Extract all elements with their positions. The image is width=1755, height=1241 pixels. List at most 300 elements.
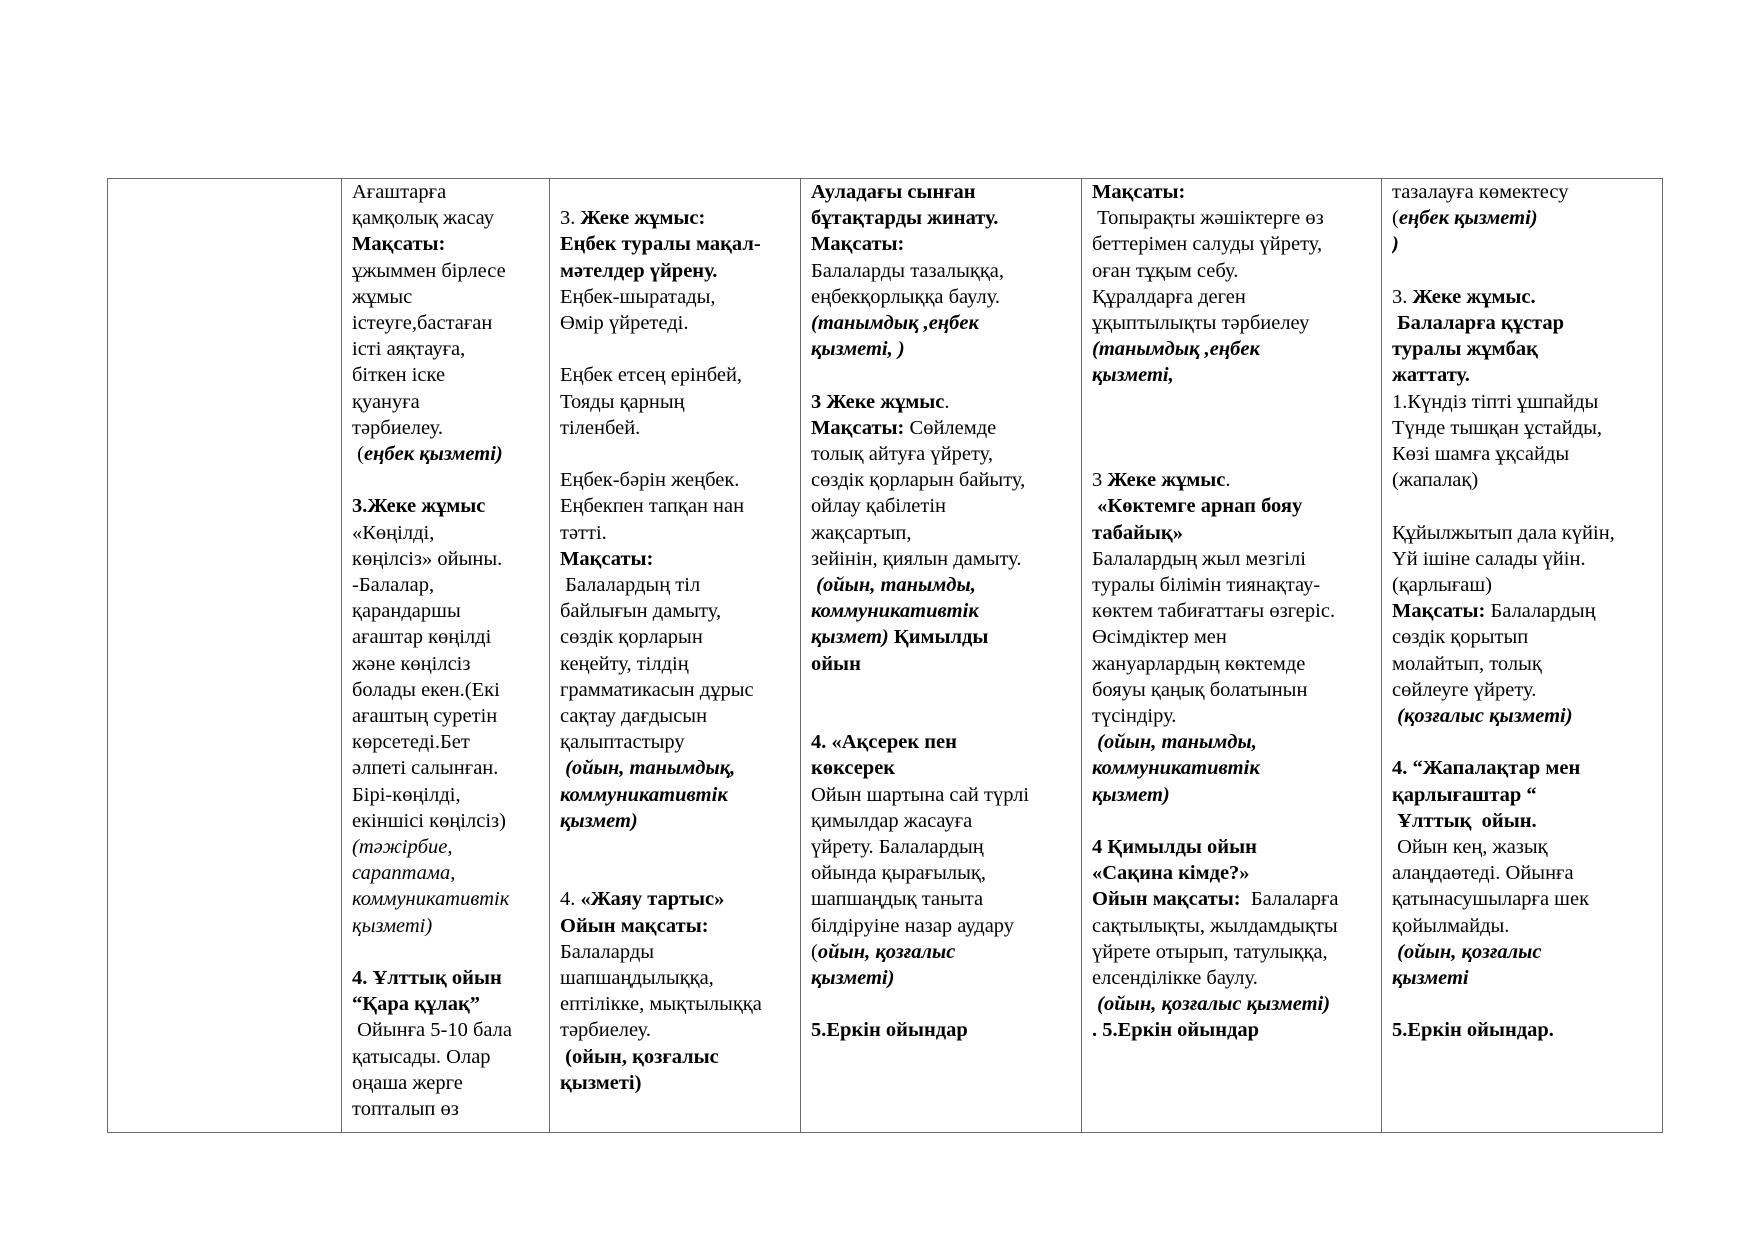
text-segment: (тәжірбие, <box>352 836 453 859</box>
text-line <box>1092 572 1371 598</box>
text-segment: ағаштың суретін <box>352 705 498 728</box>
text-line <box>352 336 539 362</box>
text-segment: Балалардың <box>1485 600 1596 623</box>
text-line <box>1092 179 1371 205</box>
text-segment: (ойын, қозғалыс <box>560 1045 719 1068</box>
text-segment: 3 <box>1092 469 1108 492</box>
text-line <box>811 624 1071 650</box>
text-segment: Еңбек-бәрін жеңбек. <box>560 469 740 492</box>
text-line <box>1392 284 1652 310</box>
text-segment: Балалардың жыл мезгілі <box>1092 547 1306 570</box>
text-segment: қызметі) <box>560 1071 642 1094</box>
text-line <box>1092 336 1371 362</box>
table-cell-col-4 <box>801 179 1082 1133</box>
text-segment: . <box>944 390 950 413</box>
text-segment: қимылдар жасауға <box>811 809 973 832</box>
text-line <box>1392 546 1652 572</box>
text-segment: Ұлттық ойын. <box>1392 809 1537 832</box>
text-line <box>1392 729 1652 755</box>
text-segment: «Көктемге арнап бояу <box>1092 495 1303 518</box>
text-segment: Мақсаты: <box>1092 181 1186 203</box>
text-segment: Ойын мақсаты: <box>1092 888 1241 911</box>
text-line <box>352 729 539 755</box>
text-segment: қатынасушыларға шек <box>1392 888 1590 911</box>
text-segment: Мақсаты: <box>811 233 905 256</box>
text-line <box>1392 965 1652 991</box>
text-segment: Балаларға құстар <box>1392 312 1565 334</box>
text-segment: (танымдық ,еңбек <box>811 312 979 335</box>
text-line <box>1092 441 1371 467</box>
text-line <box>1392 703 1652 729</box>
text-line <box>811 546 1071 572</box>
text-segment: жұмыс <box>352 285 413 308</box>
text-line <box>560 493 790 519</box>
table-cell-col-6 <box>1382 179 1663 1133</box>
text-segment: ептілікке, мықтылыққа <box>560 993 762 1016</box>
text-segment: қойылмайды. <box>1392 914 1510 937</box>
text-line <box>560 389 790 415</box>
text-segment: сөздік қорларын байыту, <box>811 469 1026 492</box>
text-segment: түсіндіру. <box>1092 705 1177 728</box>
text-line <box>352 651 539 677</box>
text-line <box>1392 389 1652 415</box>
text-segment: қызмет) <box>811 626 889 649</box>
text-segment: туралы білімін тиянақтау- <box>1092 574 1321 596</box>
text-line <box>1092 729 1371 755</box>
text-segment: сөйлеуге үйрету. <box>1392 678 1537 701</box>
text-segment: 5.Еркін ойындар. <box>1392 1019 1554 1042</box>
text-line <box>352 467 539 493</box>
text-line <box>811 415 1071 441</box>
text-line <box>1392 624 1652 650</box>
text-line <box>1092 284 1371 310</box>
text-line <box>560 939 790 965</box>
text-line <box>811 965 1071 991</box>
text-line <box>1092 624 1371 650</box>
text-segment: 4. “Жапалақтар мен <box>1392 757 1581 780</box>
text-line <box>1092 755 1371 781</box>
text-segment: қызметі, <box>1092 364 1174 387</box>
text-line <box>1392 1017 1652 1043</box>
text-segment: Түнде тышқан ұстайды, <box>1392 416 1603 439</box>
text-line <box>560 520 790 546</box>
text-segment: істеуге,бастаған <box>352 312 493 335</box>
text-segment: Мақсаты: <box>811 416 905 439</box>
text-line <box>352 913 539 939</box>
text-line <box>352 808 539 834</box>
text-line <box>811 677 1071 703</box>
text-line <box>560 886 790 912</box>
text-line <box>352 1017 539 1043</box>
text-line <box>1392 834 1652 860</box>
text-segment: көктем табиғаттағы өзгеріс. <box>1092 600 1336 623</box>
text-segment: (қарлығаш) <box>1392 574 1492 597</box>
text-segment: Құралдарға деген <box>1092 285 1246 308</box>
text-segment: ( <box>811 940 818 963</box>
text-line <box>1092 520 1371 546</box>
text-segment: Жеке жұмыс: <box>580 207 706 230</box>
text-segment: сөздік қорларын <box>560 626 703 649</box>
text-segment: «Көңілді, <box>352 521 435 544</box>
text-segment: үйрете отырып, татулыққа, <box>1092 940 1328 963</box>
text-segment: екіншісі көңілсіз) <box>352 809 506 832</box>
text-line <box>811 834 1071 860</box>
text-segment: Ойын мақсаты: <box>560 914 709 937</box>
text-line <box>1092 703 1371 729</box>
text-line <box>1392 179 1652 205</box>
text-segment: Ойын кең, жазық <box>1392 836 1548 859</box>
text-segment: туралы жұмбақ <box>1392 338 1538 361</box>
text-segment: Балаларды <box>560 940 655 963</box>
text-segment: қамқолық жасау <box>352 207 494 230</box>
text-segment: табайық» <box>1092 521 1183 544</box>
text-line <box>811 389 1071 415</box>
text-segment: Құйылжытып дала күйін, <box>1392 521 1615 544</box>
text-line <box>811 651 1071 677</box>
text-segment: тәрбиелеу. <box>560 1019 651 1042</box>
text-segment: Мақсаты: <box>352 233 446 256</box>
text-line <box>352 205 539 231</box>
text-line <box>352 703 539 729</box>
text-line <box>1392 782 1652 808</box>
text-line <box>811 886 1071 912</box>
text-segment: көксерек <box>811 757 896 780</box>
text-segment: әлпеті салынған. <box>352 757 499 780</box>
text-segment: Топырақты жәшіктерге өз <box>1092 207 1324 230</box>
text-segment: Балаларға <box>1240 888 1339 911</box>
lesson-plan-table <box>107 178 1663 1133</box>
text-line <box>1092 598 1371 624</box>
text-line <box>1392 205 1652 231</box>
text-segment: (ойын, танымды, <box>816 574 976 597</box>
text-segment: еңбекқорлыққа баулу. <box>811 285 1001 308</box>
text-line <box>1092 965 1371 991</box>
text-segment: тәтті. <box>560 521 607 544</box>
text-line <box>811 729 1071 755</box>
text-line <box>1092 834 1371 860</box>
text-line <box>560 755 790 781</box>
text-line <box>1092 913 1371 939</box>
text-segment: 1.Күндіз тіпті ұшпайды <box>1392 390 1599 413</box>
text-line <box>811 493 1071 519</box>
text-line <box>352 860 539 886</box>
text-line <box>1092 939 1371 965</box>
text-line <box>811 991 1071 1017</box>
text-line <box>352 415 539 441</box>
text-line <box>560 1017 790 1043</box>
text-line <box>352 677 539 703</box>
text-line <box>811 258 1071 284</box>
text-line <box>560 651 790 677</box>
text-line <box>352 231 539 257</box>
text-line <box>560 913 790 939</box>
text-line <box>352 965 539 991</box>
text-line <box>1092 651 1371 677</box>
text-segment: оңаша жерге <box>352 1071 463 1094</box>
text-segment: -Балалар, <box>352 574 435 597</box>
text-segment: (танымдық ,еңбек <box>1092 338 1260 361</box>
text-line <box>1092 205 1371 231</box>
text-line <box>1392 493 1652 519</box>
text-line <box>811 310 1071 336</box>
text-segment: ойлау қабілетін <box>811 495 947 518</box>
text-segment: қызметі <box>1392 967 1469 990</box>
text-segment: грамматикасын дұрыс <box>560 678 754 701</box>
text-segment: ойында қырағылық, <box>811 862 986 885</box>
text-line <box>560 860 790 886</box>
text-segment: алаңдаөтеді. Ойынға <box>1392 862 1574 885</box>
text-line <box>560 624 790 650</box>
text-segment: топталып өз <box>352 1098 459 1121</box>
text-segment: Жеке жұмыс <box>1107 469 1226 492</box>
text-segment: тіленбей. <box>560 416 641 439</box>
text-segment: қызметі) <box>811 967 895 990</box>
text-segment: еңбек қызметі) <box>363 443 503 466</box>
text-line <box>352 546 539 572</box>
text-line <box>811 362 1071 388</box>
text-segment: 4. Ұлттық ойын <box>352 967 502 990</box>
text-line <box>1092 310 1371 336</box>
text-line <box>1392 991 1652 1017</box>
text-line <box>352 834 539 860</box>
text-segment: Сөйлемде <box>904 416 997 439</box>
text-segment: шапшаңдылыққа, <box>560 967 714 990</box>
text-segment: 3 Жеке жұмыс <box>811 390 945 413</box>
text-line <box>560 1070 790 1096</box>
text-segment: ұқыптылықты тәрбиелеу <box>1092 312 1310 335</box>
text-segment: коммуникативтік <box>1092 757 1260 780</box>
text-segment: шапшаңдық таныта <box>811 888 984 911</box>
text-segment: мәтелдер үйрену. <box>560 259 718 282</box>
text-segment: сақтау дағдысын <box>560 705 708 728</box>
text-line <box>1392 598 1652 624</box>
table-cell-col-3 <box>550 179 801 1133</box>
text-line <box>1092 677 1371 703</box>
text-segment: 4. <box>560 888 581 911</box>
text-line <box>560 362 790 388</box>
text-line <box>1392 231 1652 257</box>
text-line <box>811 860 1071 886</box>
table-cell-col-1 <box>108 179 342 1133</box>
text-line <box>811 467 1071 493</box>
text-segment: Үй ішіне салады үйін. <box>1392 547 1586 570</box>
text-line <box>560 415 790 441</box>
text-line <box>560 205 790 231</box>
text-line <box>1092 231 1371 257</box>
text-segment: беттерімен салуды үйрету, <box>1092 233 1323 256</box>
text-line <box>811 336 1071 362</box>
text-segment: көрсетеді.Бет <box>352 731 470 754</box>
text-line <box>1092 415 1371 441</box>
text-segment: кеңейту, тілдің <box>560 652 689 675</box>
text-line <box>352 441 539 467</box>
text-line <box>1092 886 1371 912</box>
text-segment: үйрету. Балалардың <box>811 836 984 859</box>
text-segment: тазалауға көмектесу <box>1392 181 1569 203</box>
text-segment: бұтақтарды жинату. <box>811 207 999 230</box>
text-line <box>1392 860 1652 886</box>
text-segment: Еңбекпен тапқан нан <box>560 495 745 518</box>
text-line <box>1392 913 1652 939</box>
text-line <box>1392 808 1652 834</box>
text-line <box>811 913 1071 939</box>
text-line <box>352 1044 539 1070</box>
text-line <box>1392 520 1652 546</box>
text-segment: зейінін, қиялын дамыту. <box>811 547 1022 570</box>
text-segment: (ойын, қозғалыс <box>1397 940 1542 963</box>
text-segment: ( <box>352 443 364 466</box>
text-segment: толық айтуға үйрету, <box>811 443 993 466</box>
text-segment: біткен іске <box>352 364 446 387</box>
text-line <box>352 755 539 781</box>
text-line <box>1392 677 1652 703</box>
text-segment: білдіруіне назар аудару <box>811 914 1015 937</box>
text-line <box>352 389 539 415</box>
text-line <box>811 1017 1071 1043</box>
text-line <box>811 205 1071 231</box>
text-segment: 4. «Ақсерек пен <box>811 731 957 754</box>
text-line <box>811 231 1071 257</box>
text-line <box>560 179 790 205</box>
text-line <box>1092 782 1371 808</box>
text-line <box>352 1070 539 1096</box>
text-line <box>560 284 790 310</box>
text-line <box>811 755 1071 781</box>
text-segment: сараптама, <box>352 862 456 885</box>
text-line <box>1392 651 1652 677</box>
text-segment: Мақсаты: <box>1392 600 1486 623</box>
text-segment: коммуникативтік <box>352 888 510 911</box>
text-line <box>560 572 790 598</box>
text-line <box>1392 362 1652 388</box>
text-line <box>352 310 539 336</box>
text-segment: қуануға <box>352 390 420 413</box>
text-line <box>560 729 790 755</box>
text-segment: жаттату. <box>1392 364 1470 387</box>
table-row <box>108 179 1663 1133</box>
text-line <box>1392 441 1652 467</box>
text-segment: сақтылықты, жылдамдықты <box>1092 914 1338 937</box>
text-segment: істі аяқтауға, <box>352 338 466 361</box>
text-segment: Еңбек-шыратады, <box>560 285 716 308</box>
text-segment: (ойын, танымдық, <box>565 757 736 780</box>
text-segment: Ойын шартына сай түрлі <box>811 783 1030 806</box>
text-line <box>1092 1017 1371 1043</box>
text-line <box>352 572 539 598</box>
text-line <box>1392 336 1652 362</box>
text-segment: «Жаяу тартыс» <box>580 888 725 911</box>
text-line <box>1092 991 1371 1017</box>
text-line <box>560 231 790 257</box>
text-line <box>560 467 790 493</box>
text-segment: Мақсаты: <box>560 547 654 570</box>
text-line <box>811 572 1071 598</box>
text-segment: ойын <box>811 652 861 675</box>
text-line <box>1092 362 1371 388</box>
text-segment: коммуникативтік <box>560 783 728 806</box>
text-segment: сөздік қорытып <box>1392 626 1529 649</box>
text-line <box>352 179 539 205</box>
text-segment: 5.Еркін ойындар <box>811 1019 968 1042</box>
text-line <box>352 991 539 1017</box>
text-segment: ағаштар көңілді <box>352 626 492 649</box>
text-segment: Өмір үйретеді. <box>560 312 689 334</box>
text-segment: еңбек қызметі) <box>1398 207 1538 230</box>
text-line <box>1392 258 1652 284</box>
text-segment: “Қара құлақ” <box>352 993 481 1016</box>
text-line <box>560 703 790 729</box>
text-line <box>811 284 1071 310</box>
text-segment: елсенділікке баулу. <box>1092 967 1258 990</box>
text-line <box>560 991 790 1017</box>
text-segment: және көңілсіз <box>352 652 471 675</box>
text-segment: Ағаштарға <box>352 181 447 203</box>
text-line <box>352 1096 539 1122</box>
text-segment: байлығын дамыту, <box>560 600 722 623</box>
text-segment: Балаларды тазалыққа, <box>811 259 1005 282</box>
text-segment: Қимылды <box>888 626 989 649</box>
text-line <box>811 179 1071 205</box>
text-line <box>560 782 790 808</box>
text-segment: Тояды қарның <box>560 390 685 413</box>
text-segment: қызметі, ) <box>811 338 905 361</box>
text-line <box>560 965 790 991</box>
text-segment: 4 Қимылды ойын <box>1092 836 1257 859</box>
text-segment: бояуы қаңық болатынын <box>1092 678 1308 701</box>
text-segment: молайтып, толық <box>1392 652 1542 675</box>
text-line <box>352 886 539 912</box>
text-segment: Өсімдіктер мен <box>1092 626 1227 649</box>
text-segment: тәрбиелеу. <box>352 416 443 439</box>
text-line <box>811 703 1071 729</box>
text-line <box>1392 572 1652 598</box>
text-segment: ұжыммен бірлесе <box>352 259 506 282</box>
text-segment: ойын, қозғалыс <box>817 940 956 963</box>
text-line <box>352 258 539 284</box>
table-cell-col-2 <box>342 179 550 1133</box>
text-segment: ) <box>1392 233 1399 256</box>
text-line <box>1392 467 1652 493</box>
table-cell-col-5 <box>1082 179 1382 1133</box>
text-line <box>560 310 790 336</box>
text-segment: Жеке жұмыс. <box>1412 285 1536 308</box>
text-segment: қалыптастыру <box>560 731 685 754</box>
text-segment: Бірі-көңілді, <box>352 783 461 806</box>
text-segment: оған тұқым себу. <box>1092 259 1239 282</box>
text-segment: 3.Жеке жұмыс <box>352 495 486 518</box>
text-line <box>352 782 539 808</box>
text-segment: коммуникативтік <box>811 600 979 623</box>
text-line <box>811 520 1071 546</box>
text-segment: (қозғалыс қызметі) <box>1397 705 1573 728</box>
text-line <box>560 834 790 860</box>
text-line <box>1092 389 1371 415</box>
text-segment: болады екен.(Екі <box>352 678 500 701</box>
text-line <box>1092 808 1371 834</box>
text-line <box>811 598 1071 624</box>
text-segment: «Сақина кімде?» <box>1092 862 1250 885</box>
text-segment: (жапалақ) <box>1392 469 1479 492</box>
text-segment: (ойын, қозғалыс қызметі) <box>1097 993 1331 1016</box>
text-segment: қызмет) <box>1092 783 1170 806</box>
text-segment: 3. <box>1392 285 1413 308</box>
text-line <box>352 284 539 310</box>
text-segment: . 5.Еркін ойындар <box>1092 1019 1260 1042</box>
text-segment: ( <box>1392 207 1399 230</box>
text-segment: көңілсіз» ойыны. <box>352 547 503 570</box>
text-segment: жануарлардың көктемде <box>1092 652 1306 675</box>
text-line <box>560 546 790 572</box>
